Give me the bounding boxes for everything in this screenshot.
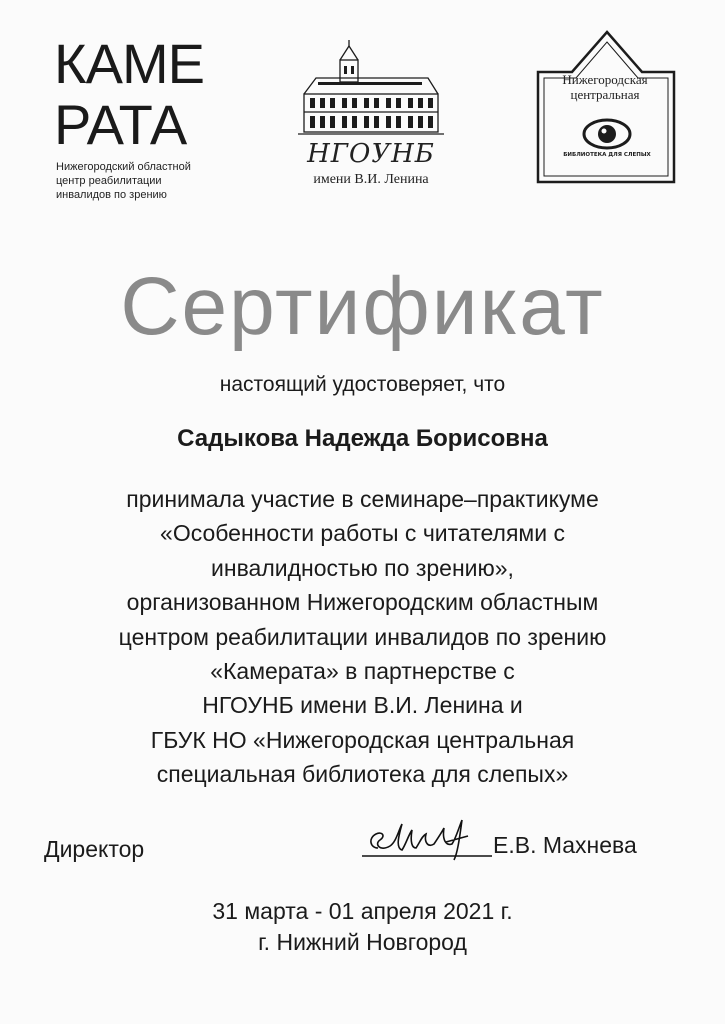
eye-icon [584,120,630,148]
certificate-title: Сертификат [120,261,605,352]
body-line: принимала участие в семинаре–практикуме [126,486,599,512]
body-line: организованном Нижегородским областным [126,589,599,616]
director-signature [362,808,492,864]
central-library-name: Нижегородская центральная [562,72,648,102]
body-line: центром реабилитации инвалидов по зрению [118,623,607,650]
body-line: специальная библиотека для слепых» [156,761,569,788]
certificate-body [0,482,725,792]
body-line: ГБУК НО «Нижегородская центральная [150,726,575,753]
body-line: «Камерата» в партнерстве с [210,658,515,685]
kamerata-logo-subtitle: Нижегородский областной центр реабилитации инвалидов по зрению [56,161,191,201]
certificate-date: 31 марта - 01 апреля 2021 г. [212,898,513,924]
library-subtitle: имени В.И. Ленина [313,172,429,187]
body-line: инвалидностью по зрению», [211,554,514,581]
body-line: НГОУНБ имени В.И. Ленина и [202,692,523,719]
kamerata-logo-line2: РАТА [54,93,187,156]
library-building-icon [296,38,446,138]
signer-name: Е.В. Махнева [493,832,637,858]
recipient-name: Садыкова Надежда Борисовна [177,425,548,452]
kamerata-logo-line1: КАМЕ [54,32,204,95]
certificate-place: г. Нижний Новгород [258,929,467,955]
central-library-badge-text: БИБЛИОТЕКА ДЛЯ СЛЕПЫХ [563,152,651,158]
certificate-intro: настоящий удостоверяет, что [219,373,506,396]
library-name: НГОУНБ [307,139,435,169]
director-label: Директор [44,836,145,862]
central-library-emblem [528,28,686,186]
body-line: «Особенности работы с читателями с [160,520,565,547]
